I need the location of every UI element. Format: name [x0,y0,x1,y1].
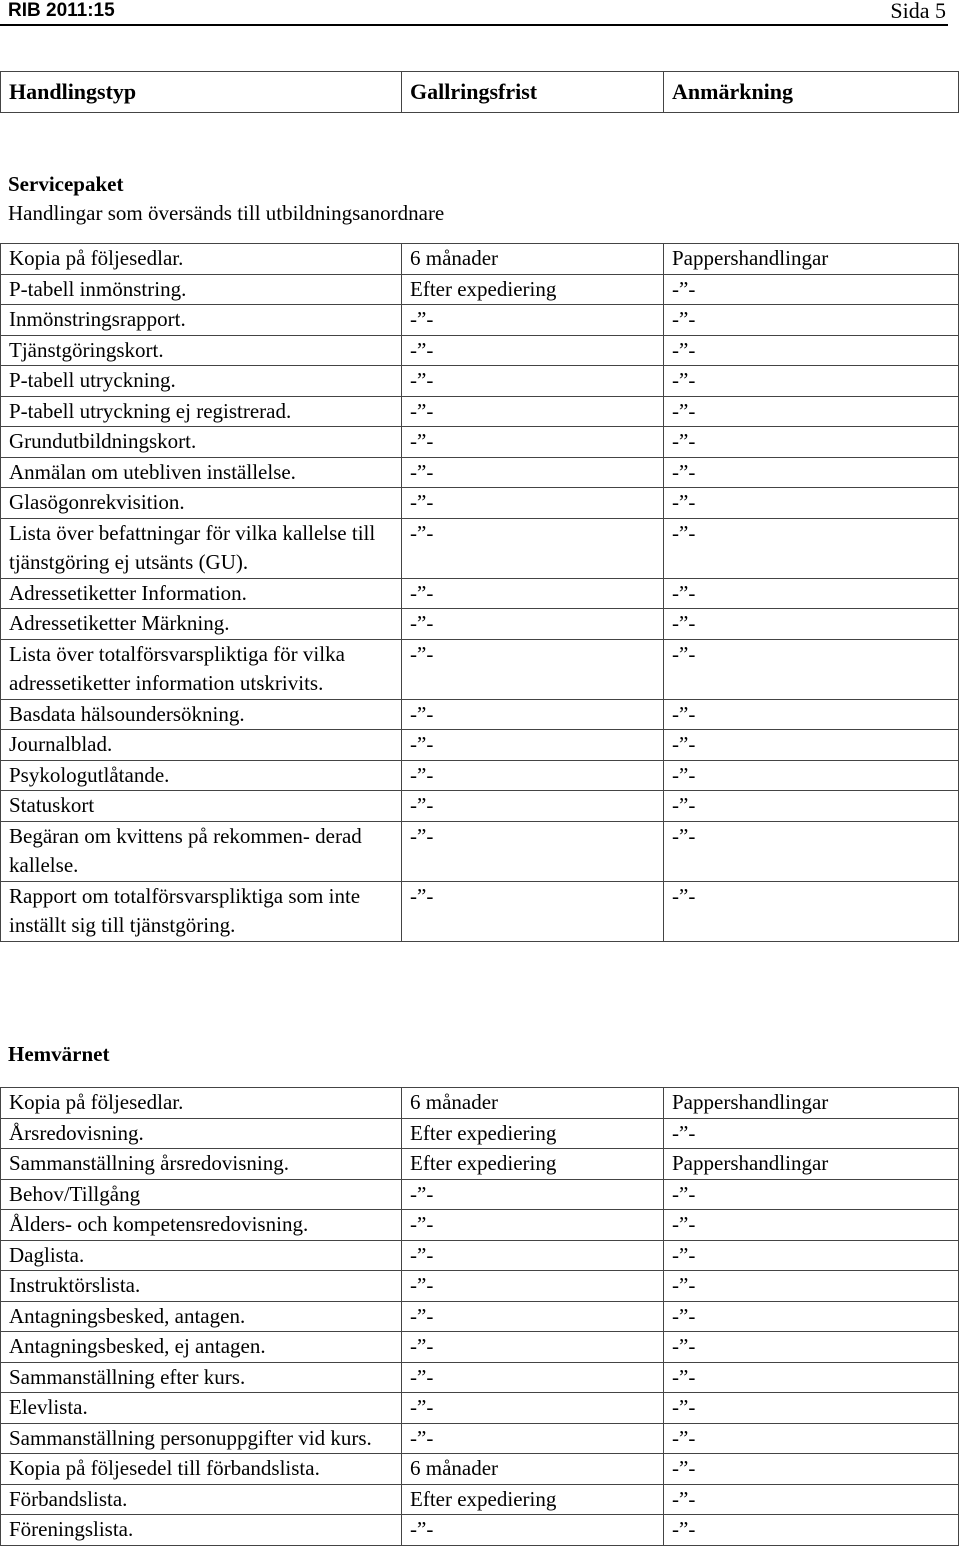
cell-handlingstyp: Psykologutlåtande. [1,760,402,791]
cell-anmarkning: -”- [664,1271,959,1302]
cell-anmarkning: -”- [664,609,959,640]
column-header-handlingstyp: Handlingstyp [1,72,402,113]
table-row [1,821,959,881]
table-row [1,1484,959,1515]
cell-handlingstyp: Basdata hälsoundersökning. [1,699,402,730]
section-servicepaket [8,170,444,228]
cell-anmarkning: -”- [664,639,959,699]
cell-handlingstyp: Antagningsbesked, antagen. [1,1301,402,1332]
cell-anmarkning: -”- [664,699,959,730]
table-row [1,730,959,761]
cell-handlingstyp: Adressetiketter Information. [1,578,402,609]
table-row [1,1210,959,1241]
column-header-anmarkning: Anmärkning [664,72,959,113]
cell-anmarkning: -”- [664,396,959,427]
cell-handlingstyp: P-tabell inmönstring. [1,274,402,305]
document-id: RIB 2011:15 [8,0,115,21]
cell-anmarkning: -”- [664,730,959,761]
cell-handlingstyp: Sammanställning årsredovisning. [1,1149,402,1180]
cell-handlingstyp: Tjänstgöringskort. [1,335,402,366]
cell-handlingstyp: Lista över befattningar för vilka kallelse till tjänstgöring ej utsänts (GU). [1,518,402,578]
table-row [1,881,959,941]
cell-handlingstyp: Rapport om totalförsvarspliktiga som inte inställt sig till tjänstgöring. [1,881,402,941]
table-row [1,791,959,822]
cell-handlingstyp: Kopia på följesedel till förbandslista. [1,1454,402,1485]
table-row [1,305,959,336]
table-row [1,335,959,366]
section-title-servicepaket: Servicepaket [8,172,124,196]
cell-anmarkning: -”- [664,1118,959,1149]
cell-handlingstyp: Föreningslista. [1,1515,402,1546]
cell-anmarkning: -”- [664,518,959,578]
cell-anmarkning: Pappershandlingar [664,244,959,275]
table-row [1,1240,959,1271]
cell-handlingstyp: Förbandslista. [1,1484,402,1515]
cell-anmarkning: -”- [664,488,959,519]
column-header-table [0,71,959,113]
cell-handlingstyp: Adressetiketter Märkning. [1,609,402,640]
cell-anmarkning: -”- [664,427,959,458]
table-row [1,244,959,275]
cell-anmarkning: -”- [664,1515,959,1546]
table-row [1,578,959,609]
cell-gallringsfrist: Efter expediering [402,1118,664,1149]
cell-anmarkning: -”- [664,335,959,366]
section-title-hemvarnet: Hemvärnet [8,1042,110,1066]
table-row [1,1362,959,1393]
cell-anmarkning: -”- [664,1454,959,1485]
cell-gallringsfrist: 6 månader [402,244,664,275]
column-header-row [1,72,959,113]
table-row [1,1332,959,1363]
cell-gallringsfrist: -”- [402,1240,664,1271]
table-row [1,457,959,488]
cell-gallringsfrist: -”- [402,488,664,519]
cell-gallringsfrist: -”- [402,366,664,397]
cell-gallringsfrist: -”- [402,1301,664,1332]
servicepaket-table [0,243,959,942]
section-subtitle-servicepaket: Handlingar som översänds till utbildningsanordnare [8,201,445,225]
table-row [1,1515,959,1546]
table-row [1,396,959,427]
cell-gallringsfrist: -”- [402,1179,664,1210]
table-row [1,760,959,791]
cell-gallringsfrist: -”- [402,335,664,366]
cell-gallringsfrist: -”- [402,518,664,578]
table-row [1,488,959,519]
table-row [1,1179,959,1210]
cell-handlingstyp: P-tabell utryckning ej registrerad. [1,396,402,427]
cell-gallringsfrist: -”- [402,1271,664,1302]
cell-gallringsfrist: Efter expediering [402,1484,664,1515]
cell-gallringsfrist: -”- [402,1332,664,1363]
table-row [1,1088,959,1119]
cell-gallringsfrist: Efter expediering [402,274,664,305]
cell-gallringsfrist: -”- [402,1393,664,1424]
cell-handlingstyp: Journalblad. [1,730,402,761]
cell-gallringsfrist: 6 månader [402,1088,664,1119]
cell-anmarkning: -”- [664,1362,959,1393]
cell-anmarkning: -”- [664,881,959,941]
cell-anmarkning: -”- [664,1332,959,1363]
cell-handlingstyp: Glasögonrekvisition. [1,488,402,519]
cell-gallringsfrist: -”- [402,639,664,699]
cell-gallringsfrist: -”- [402,1362,664,1393]
cell-gallringsfrist: -”- [402,427,664,458]
table-row [1,1149,959,1180]
table-row [1,274,959,305]
table-row [1,1393,959,1424]
cell-handlingstyp: Elevlista. [1,1393,402,1424]
table-row [1,639,959,699]
cell-anmarkning: -”- [664,578,959,609]
column-header-gallringsfrist: Gallringsfrist [402,72,664,113]
cell-anmarkning: -”- [664,1240,959,1271]
cell-handlingstyp: Årsredovisning. [1,1118,402,1149]
cell-handlingstyp: Ålders- och kompetensredovisning. [1,1210,402,1241]
cell-gallringsfrist: -”- [402,821,664,881]
cell-anmarkning: -”- [664,1179,959,1210]
section-hemvarnet [8,1040,109,1069]
cell-anmarkning: -”- [664,1210,959,1241]
table-row [1,1118,959,1149]
cell-handlingstyp: Statuskort [1,791,402,822]
cell-gallringsfrist: -”- [402,1423,664,1454]
cell-gallringsfrist: -”- [402,1515,664,1546]
hemvarnet-table [0,1087,959,1546]
page-header [0,0,948,26]
cell-gallringsfrist: -”- [402,305,664,336]
cell-gallringsfrist: -”- [402,609,664,640]
cell-gallringsfrist: 6 månader [402,1454,664,1485]
table-row [1,1301,959,1332]
cell-handlingstyp: Begäran om kvittens på rekommen- derad kallelse. [1,821,402,881]
cell-gallringsfrist: -”- [402,730,664,761]
cell-gallringsfrist: -”- [402,396,664,427]
cell-anmarkning: -”- [664,1301,959,1332]
cell-handlingstyp: Antagningsbesked, ej antagen. [1,1332,402,1363]
page-number: Sida 5 [890,0,946,23]
cell-anmarkning: -”- [664,1484,959,1515]
cell-handlingstyp: P-tabell utryckning. [1,366,402,397]
cell-handlingstyp: Sammanställning efter kurs. [1,1362,402,1393]
table-row [1,1454,959,1485]
cell-gallringsfrist: -”- [402,457,664,488]
cell-anmarkning: -”- [664,274,959,305]
table-row [1,1423,959,1454]
cell-handlingstyp: Kopia på följesedlar. [1,1088,402,1119]
cell-anmarkning: -”- [664,366,959,397]
cell-handlingstyp: Lista över totalförsvarspliktiga för vilka adressetiketter information utskrivits. [1,639,402,699]
cell-handlingstyp: Anmälan om utebliven inställelse. [1,457,402,488]
cell-anmarkning: -”- [664,1423,959,1454]
cell-handlingstyp: Kopia på följesedlar. [1,244,402,275]
cell-handlingstyp: Behov/Tillgång [1,1179,402,1210]
cell-gallringsfrist: -”- [402,699,664,730]
cell-gallringsfrist: -”- [402,578,664,609]
cell-anmarkning: -”- [664,760,959,791]
table-row [1,609,959,640]
cell-anmarkning: -”- [664,1393,959,1424]
table-row [1,427,959,458]
cell-anmarkning: Pappershandlingar [664,1088,959,1119]
table-row [1,699,959,730]
cell-anmarkning: -”- [664,791,959,822]
cell-anmarkning: -”- [664,457,959,488]
cell-gallringsfrist: -”- [402,881,664,941]
cell-gallringsfrist: -”- [402,760,664,791]
cell-handlingstyp: Grundutbildningskort. [1,427,402,458]
cell-handlingstyp: Sammanställning personuppgifter vid kurs. [1,1423,402,1454]
cell-gallringsfrist: Efter expediering [402,1149,664,1180]
table-row [1,366,959,397]
table-row [1,518,959,578]
table-row [1,1271,959,1302]
cell-anmarkning: -”- [664,821,959,881]
cell-handlingstyp: Inmönstringsrapport. [1,305,402,336]
cell-anmarkning: -”- [664,305,959,336]
cell-gallringsfrist: -”- [402,791,664,822]
cell-gallringsfrist: -”- [402,1210,664,1241]
cell-anmarkning: Pappershandlingar [664,1149,959,1180]
cell-handlingstyp: Daglista. [1,1240,402,1271]
cell-handlingstyp: Instruktörslista. [1,1271,402,1302]
